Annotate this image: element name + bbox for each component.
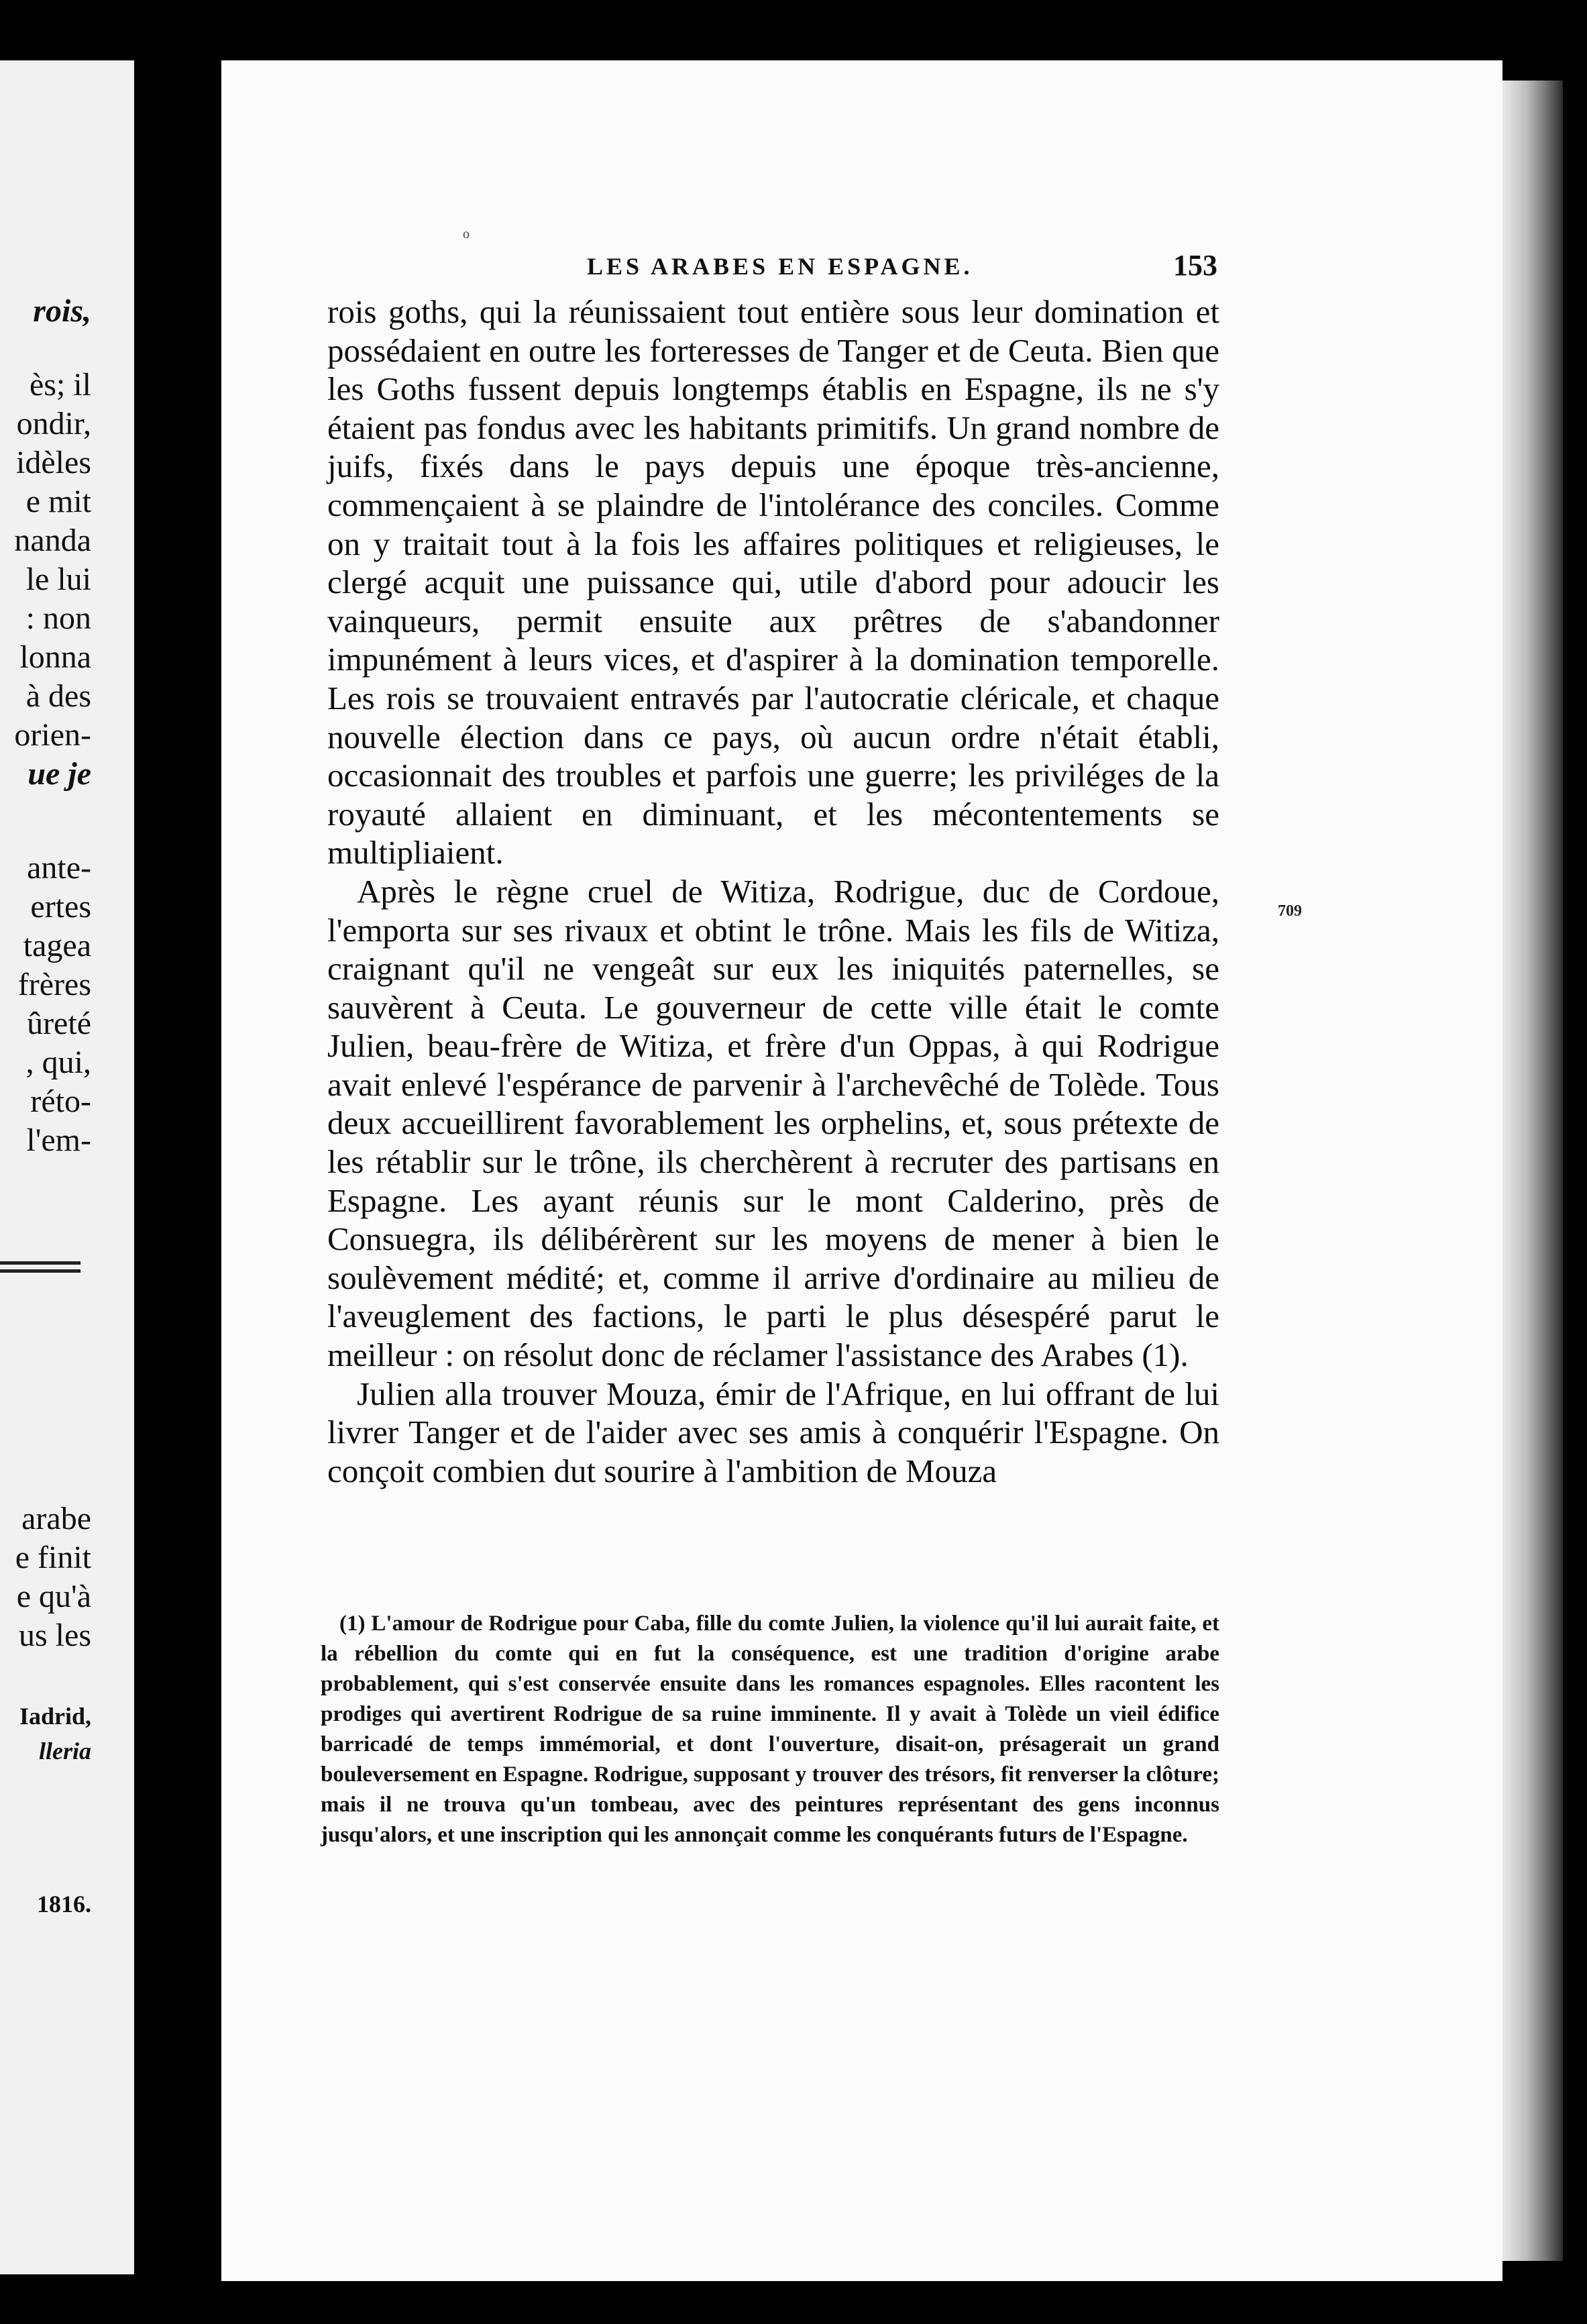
left-line: e finit: [15, 1540, 91, 1575]
left-rule: [0, 1261, 80, 1265]
left-line: us les: [19, 1618, 91, 1653]
left-facing-page: [0, 60, 134, 2274]
footnote-text: (1) L'amour de Rodrigue pour Caba, fille du comte Julien, la violence qu'il lui aurait faite, et la rébellion du comte qui en fut la conséquence, est une tradition d'origine arabe probablement, qui s'est conservée ensuite dans les romances espagnoles. Elles racontent les prodiges qui avertirent Rodrigue de sa ruine imminente. Il y avait à Tolède un vieil édifice barricadé de temps immémorial, et dont l'ouverture, disait-on, présagerait un grand bouleversement en Espagne. Rodrigue, supposant y trouver des trésors, fit renverser la clôture; mais il ne trouva qu'un tombeau, avec des peintures représentant des gens inconnus jusqu'alors, et une inscription qui les annonçait comme les conquérants futurs de l'Espagne.: [321, 1612, 1219, 1847]
left-line: lleria: [39, 1738, 91, 1764]
left-line: l'em-: [26, 1122, 91, 1158]
left-line: ante-: [27, 850, 91, 886]
left-line: ondir,: [16, 406, 91, 441]
left-line: : non: [25, 600, 91, 636]
left-line: réto-: [30, 1084, 91, 1119]
margin-note: 709: [1278, 902, 1302, 920]
page-number: 153: [1173, 249, 1217, 282]
paragraph: Après le règne cruel de Witiza, Rodrigue, duc de Cordoue, l'emporta sur ses rivaux et obtint le trône. Mais les fils de Witiza, craignant qu'il ne vengeât sur eux les iniquités paternelles, se sauvèrent à Ceuta. Le gouverneur de cette ville était le comte Julien, beau-frère de Witiza, et frère d'un Oppas, à qui Rodrigue avait enlevé l'espérance de parvenir à l'archevêché de Tolède. Tous deux accueillirent favorablement les orphelins, et, sous prétexte de les rétablir sur le trône, ils cherchèrent à recruter des partisans en Espagne. Les ayant réunis sur le mont Calderino, près de Consuegra, ils délibérèrent sur les moyens de mener à bien le soulèvement médité; et, comme il arrive d'ordinaire au milieu de l'aveuglement des factions, le parti le plus désespéré parut le meilleur : on résolut donc de réclamer l'assistance des Arabes (1).: [327, 872, 1219, 1374]
left-line: e mit: [25, 484, 91, 519]
left-line: ûreté: [27, 1006, 91, 1041]
left-line: orien-: [14, 717, 91, 753]
body-text: [327, 293, 1219, 1490]
left-line: le lui: [25, 562, 91, 597]
left-line: arabe: [21, 1501, 91, 1536]
left-line: e qu'à: [16, 1579, 91, 1614]
left-line: tagea: [23, 928, 91, 963]
left-line: idèles: [16, 445, 91, 480]
left-line: à des: [25, 678, 91, 714]
left-line: ès; il: [30, 367, 91, 403]
running-title: LES ARABES EN ESPAGNE.: [587, 253, 973, 280]
left-line: lonna: [19, 639, 91, 675]
paragraph: rois goths, qui la réunissaient tout entière sous leur domination et possédaient en outre les forteresses de Tanger et de Ceuta. Bien que les Goths fussent depuis longtemps établis en Espagne, ils ne s'y étaient pas fondus avec les habitants primitifs. Un grand nombre de juifs, fixés dans le pays depuis une époque très-ancienne, commençaient à se plaindre de l'intolérance des conciles. Comme on y traitait tout à la fois les affaires politiques et religieuses, le clergé acquit une puissance qui, utile d'abord pour adoucir les vainqueurs, permit ensuite aux prêtres de s'abandonner impunément à leurs vices, et d'aspirer à la domination temporelle. Les rois se trouvaient entravés par l'autocratie cléricale, et chaque nouvelle élection dans ce pays, où aucun ordre n'était établi, occasionnait des troubles et parfois une guerre; les priviléges de la royauté allaient en diminuant, et les mécontentements se multipliaient.: [327, 293, 1219, 872]
running-head: [366, 249, 1217, 293]
page-mark: o: [463, 227, 470, 242]
left-line: nanda: [14, 523, 91, 558]
page-edge: [1502, 81, 1563, 2261]
left-line: ertes: [30, 889, 91, 925]
left-line: Iadrid,: [19, 1703, 91, 1730]
footnote: [321, 1609, 1219, 1850]
paragraph: Julien alla trouver Mouza, émir de l'Afrique, en lui offrant de lui livrer Tanger et de l'aider avec ses amis à conquérir l'Espagne. On conçoit combien dut sourire à l'ambition de Mouza: [327, 1375, 1219, 1489]
left-line: rois,: [33, 293, 91, 329]
left-line: , qui,: [25, 1045, 91, 1080]
left-line: ue je: [28, 756, 91, 792]
left-line: frères: [17, 967, 91, 1002]
left-rule: [0, 1269, 80, 1273]
left-line: 1816.: [37, 1891, 91, 1917]
